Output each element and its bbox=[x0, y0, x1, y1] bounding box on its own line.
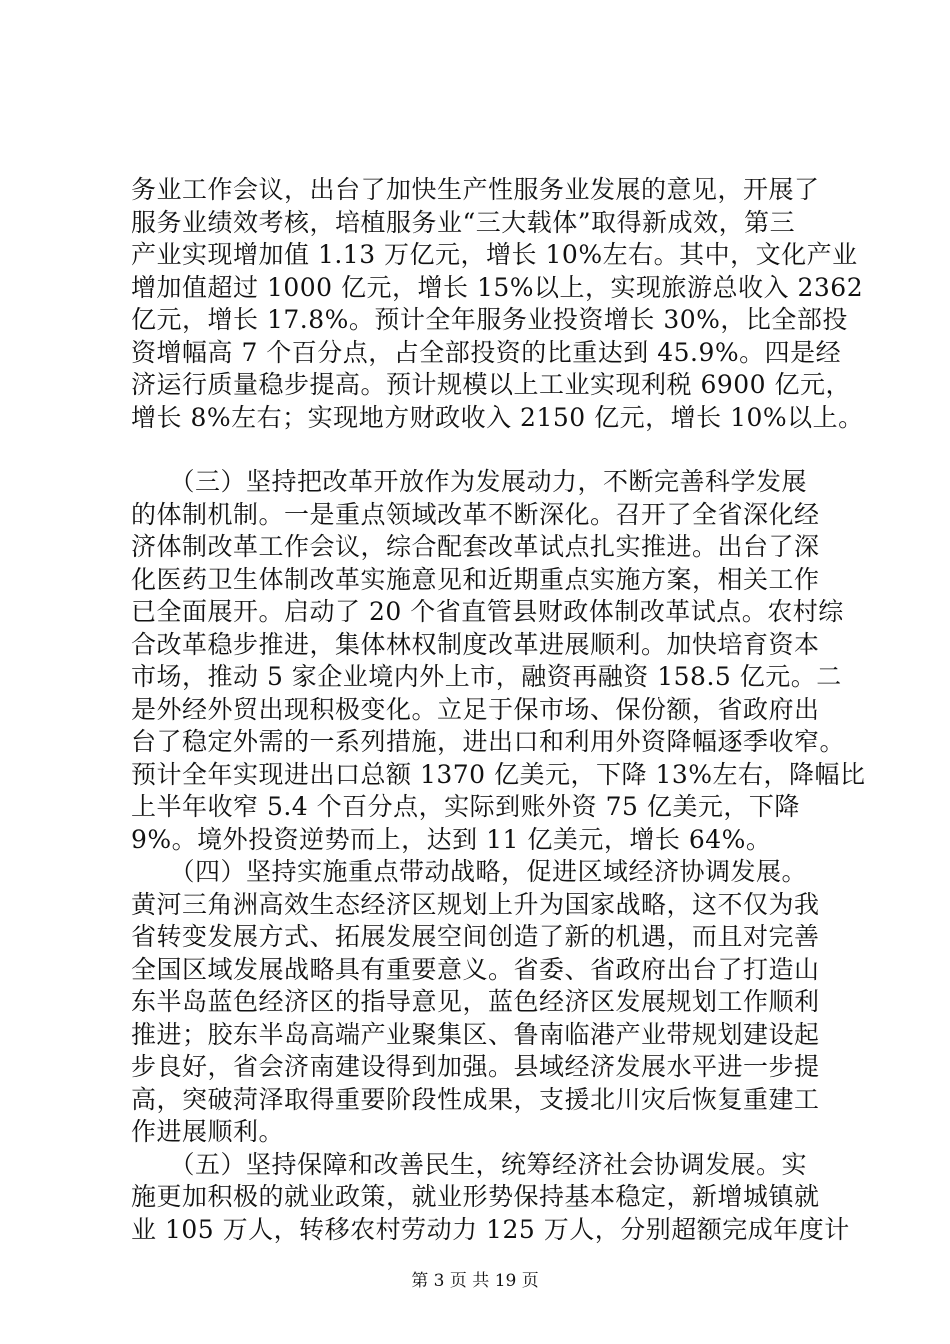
text-line: 济运行质量稳步提高。预计规模以上工业实现利税 6900 亿元， bbox=[131, 370, 852, 399]
text-line: 作进展顺利。 bbox=[131, 1117, 285, 1146]
text-line: 化医药卫生体制改革实施意见和近期重点实施方案，相关工作 bbox=[131, 564, 820, 594]
text-line: 产业实现增加值 1.13 万亿元，增长 10%左右。其中，文化产业 bbox=[131, 240, 858, 269]
text-line: 东半岛蓝色经济区的指导意见，蓝色经济区发展规划工作顺利 bbox=[131, 987, 820, 1016]
text-line: （五）坚持保障和改善民生，统筹经济社会协调发展。实 bbox=[131, 1149, 808, 1179]
text-line: 施更加积极的就业政策，就业形势保持基本稳定，新增城镇就 bbox=[131, 1182, 820, 1211]
text-line: 市场，推动 5 家企业境内外上市，融资再融资 158.5 亿元。二 bbox=[131, 662, 842, 691]
text-line: 的体制机制。一是重点领域改革不断深化。召开了全省深化经 bbox=[131, 499, 820, 529]
text-line: 资增幅高 7 个百分点，占全部投资的比重达到 45.9%。四是经 bbox=[131, 337, 842, 367]
text-line: 增加值超过 1000 亿元，增长 15%以上，实现旅游总收入 2362 bbox=[131, 272, 864, 302]
text-line: 合改革稳步推进，集体林权制度改革进展顺利。加快培育资本 bbox=[131, 629, 820, 659]
text-line: 步良好，省会济南建设得到加强。县域经济发展水平进一步提 bbox=[131, 1052, 820, 1081]
document-body bbox=[131, 174, 866, 1246]
text-line: 业 105 万人，转移农村劳动力 125 万人，分别超额完成年度计 bbox=[131, 1214, 850, 1244]
text-line: 省转变发展方式、拓展发展空间创造了新的机遇，而且对完善 bbox=[131, 922, 820, 951]
text-line: 推进；胶东半岛高端产业聚集区、鲁南临港产业带规划建设起 bbox=[131, 1019, 820, 1049]
text-line: 增长 8%左右；实现地方财政收入 2150 亿元，增长 10%以上。 bbox=[131, 402, 864, 432]
text-line: 是外经外贸出现积极变化。立足于保市场、保份额，省政府出 bbox=[131, 694, 820, 724]
text-line: 服务业绩效考核，培植服务业“三大载体”取得新成效，第三 bbox=[131, 207, 796, 237]
text-line: 济体制改革工作会议，综合配套改革试点扎实推进。出台了深 bbox=[131, 532, 820, 561]
text-line: 9%。境外投资逆势而上，达到 11 亿美元，增长 64%。 bbox=[131, 824, 772, 854]
text-line: 已全面展开。启动了 20 个省直管县财政体制改革试点。农村综 bbox=[131, 597, 844, 626]
text-line: 全国区域发展战略具有重要意义。省委、省政府出台了打造山 bbox=[131, 954, 820, 984]
text-line: 亿元，增长 17.8%。预计全年服务业投资增长 30%，比全部投 bbox=[131, 305, 848, 334]
page-footer: 第 3 页 共 19 页 bbox=[411, 1271, 539, 1291]
text-line: 高，突破菏泽取得重要阶段性成果，支援北川灾后恢复重建工 bbox=[131, 1084, 820, 1114]
text-line: 台了稳定外需的一系列措施，进出口和利用外资降幅逐季收窄。 bbox=[131, 727, 846, 756]
text-line: 黄河三角洲高效生态经济区规划上升为国家战略，这不仅为我 bbox=[131, 889, 820, 919]
text-line: 预计全年实现进出口总额 1370 亿美元，下降 13%左右，降幅比 bbox=[131, 759, 866, 789]
text-line: 上半年收窄 5.4 个百分点，实际到账外资 75 亿美元，下降 bbox=[131, 792, 800, 821]
text-line: （三）坚持把改革开放作为发展动力，不断完善科学发展 bbox=[131, 467, 808, 496]
text-line: （四）坚持实施重点带动战略，促进区域经济协调发展。 bbox=[131, 857, 808, 886]
text-line: 务业工作会议，出台了加快生产性服务业发展的意见，开展了 bbox=[131, 175, 820, 204]
paragraph-gap bbox=[131, 434, 831, 466]
